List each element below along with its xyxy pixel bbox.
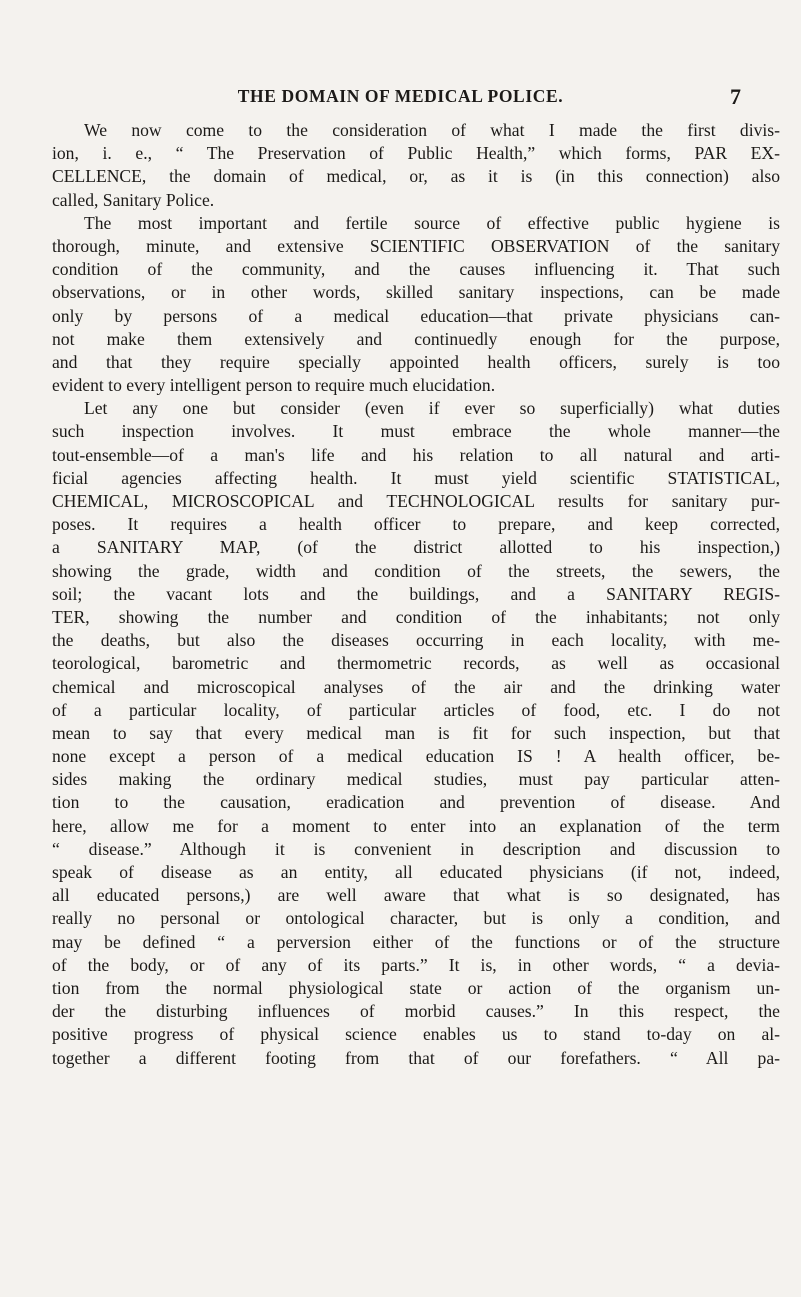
text-line: positive progress of physical science enables us to stand to-day on al- [52,1024,780,1045]
text-line: called, Sanitary Police. [52,189,215,210]
text-line: may be defined “ a perversion either of the functions or of the structure [52,931,780,952]
text-line: tout-ensemble—of a man's life and his relation to all natural and arti- [52,444,780,465]
text-line: here, allow me for a moment to enter into an explanation of the term [52,815,780,836]
text-line: Let any one but consider (even if ever so superficially) what duties [84,398,780,419]
text-line: CELLENCE, the domain of medical, or, as it is (in this connection) also [52,166,780,187]
body-text [52,119,780,1070]
text-line: The most important and fertile source of effective public hygiene is [84,212,780,233]
text-line: observations, or in other words, skilled sanitary inspections, can be made [52,282,780,303]
text-line: ion, i. e., “ The Preservation of Public Health,” which forms, PAR EX- [52,143,780,164]
text-line: evident to every intelligent person to require much elucidation. [52,375,496,396]
text-line: really no personal or ontological character, but is only a condition, and [52,908,780,929]
text-line: soil; the vacant lots and the buildings, and a SANITARY REGIS- [52,583,780,604]
text-line: and that they require specially appointed health officers, surely is too [52,351,780,372]
text-line: TER, showing the number and condition of the inhabitants; not only [52,606,780,627]
text-line: together a different footing from that of our forefathers. “ All pa- [52,1047,780,1068]
text-line: teorological, barometric and thermometric records, as well as occasional [52,653,780,674]
text-line: only by persons of a medical education—that private physicians can- [52,305,780,326]
text-line: a SANITARY MAP, (of the district allotted to his inspection,) [52,537,780,558]
page-number: 7 [730,84,741,109]
text-line: not make them extensively and continuedly enough for the purpose, [52,328,780,349]
text-line: We now come to the consideration of what I made the first divis- [84,120,780,140]
page-header [0,86,801,110]
text-line: der the disturbing influences of morbid causes.” In this respect, the [52,1001,780,1022]
running-title: THE DOMAIN OF MEDICAL POLICE. [237,86,564,106]
text-line: the deaths, but also the diseases occurring in each locality, with me- [52,630,780,651]
text-line: tion from the normal physiological state or action of the organism un- [52,977,780,998]
text-line: condition of the community, and the causes influencing it. That such [52,259,780,280]
text-line: tion to the causation, eradication and prevention of disease. And [52,792,780,813]
text-line: of the body, or of any of its parts.” It is, in other words, “ a devia- [52,954,780,975]
text-line: speak of disease as an entity, all educated physicians (if not, indeed, [52,862,780,882]
text-line: sides making the ordinary medical studies, must pay particular atten- [52,769,780,790]
text-line: ficial agencies affecting health. It must yield scientific STATISTICAL, [52,467,780,488]
text-line: such inspection involves. It must embrace the whole manner—the [52,421,780,442]
text-line: CHEMICAL, MICROSCOPICAL and TECHNOLOGICAL results for sanitary pur- [52,491,780,511]
text-line: thorough, minute, and extensive SCIENTIFIC OBSERVATION of the sanitary [52,235,780,256]
text-line: poses. It requires a health officer to prepare, and keep corrected, [52,514,780,535]
text-line: chemical and microscopical analyses of the air and the drinking water [52,676,780,697]
text-line: all educated persons,) are well aware that what is so designated, has [52,885,780,906]
text-line: showing the grade, width and condition of the streets, the sewers, the [52,560,780,581]
text-line: “ disease.” Although it is convenient in description and discussion to [52,838,780,859]
text-line: mean to say that every medical man is fit for such inspection, but that [52,722,780,743]
text-line: of a particular locality, of particular articles of food, etc. I do not [52,699,780,720]
text-line: none except a person of a medical education IS ! A health officer, be- [52,746,780,767]
